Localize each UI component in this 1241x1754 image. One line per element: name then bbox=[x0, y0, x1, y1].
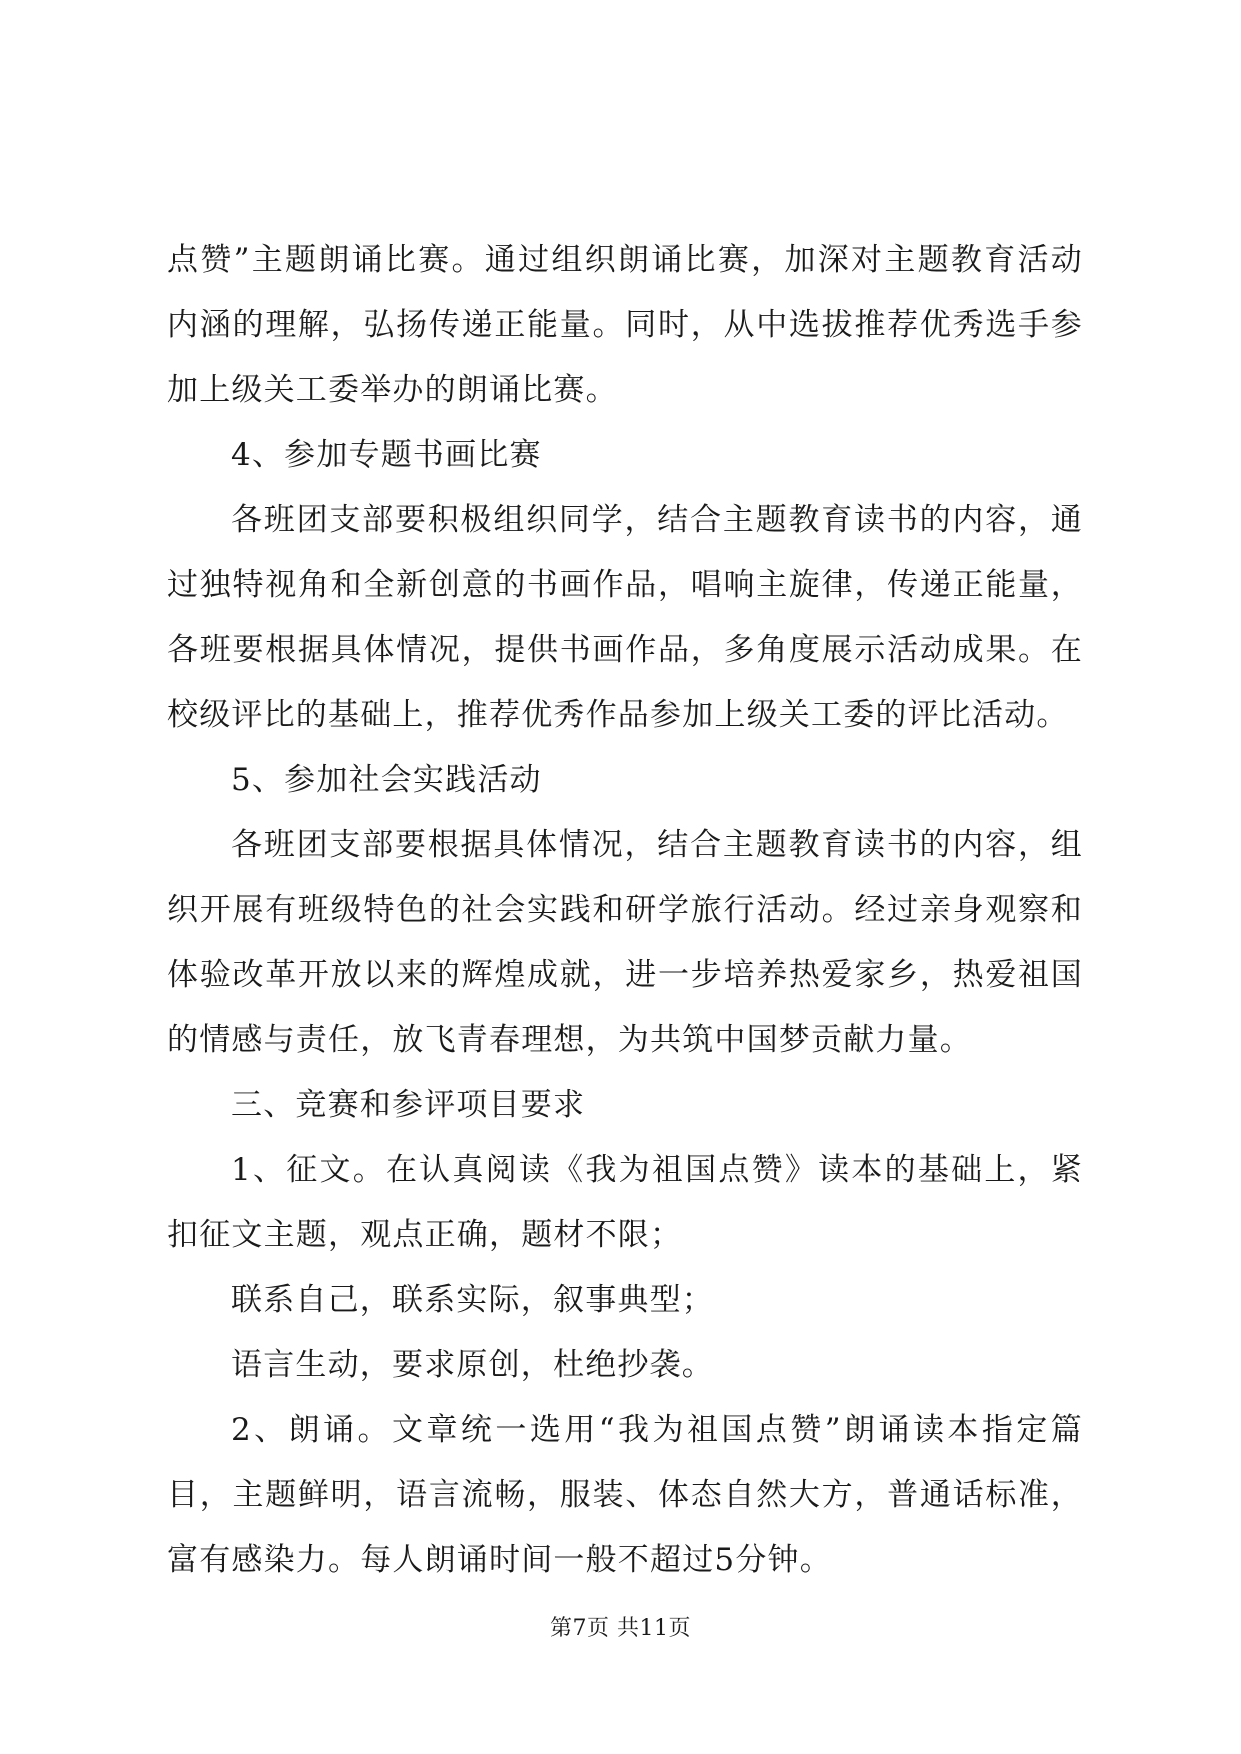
paragraph-essay-requirements: 1、征文。在认真阅读《我为祖国点赞》读本的基础上，紧扣征文主题，观点正确，题材不限； bbox=[167, 1152, 1083, 1253]
heading-item-4: 4、参加专题书画比赛 bbox=[231, 437, 542, 473]
page-footer: 第7页 共11页 bbox=[550, 1616, 691, 1641]
paragraph-social-practice: 各班团支部要根据具体情况，结合主题教育读书的内容，组织开展有班级特色的社会实践和研学旅行活动。经过亲身观察和体验改革开放以来的辉煌成就，进一步培养热爱家乡，热爱祖国的情感与责任，放飞青春理想，为共筑中国梦贡献力量。 bbox=[167, 827, 1083, 1058]
document-body bbox=[167, 228, 1083, 1593]
paragraph-recitation-requirements: 2、朗诵。文章统一选用“我为祖国点赞”朗诵读本指定篇目，主题鲜明，语言流畅，服装、体态自然大方，普通话标准，富有感染力。每人朗诵时间一般不超过5分钟。 bbox=[167, 1412, 1083, 1578]
paragraph-essay-requirements-2: 联系自己，联系实际，叙事典型； bbox=[231, 1282, 714, 1318]
paragraph-essay-requirements-3: 语言生动，要求原创，杜绝抄袭。 bbox=[231, 1347, 714, 1383]
paragraph-painting-contest: 各班团支部要积极组织同学，结合主题教育读书的内容，通过独特视角和全新创意的书画作品，唱响主旋律，传递正能量，各班要根据具体情况，提供书画作品，多角度展示活动成果。在校级评比的基础上，推荐优秀作品参加上级关工委的评比活动。 bbox=[167, 502, 1083, 733]
section-heading-requirements: 三、竞赛和参评项目要求 bbox=[231, 1087, 586, 1123]
paragraph-recitation-contest-continued: 点赞”主题朗诵比赛。通过组织朗诵比赛，加深对主题教育活动内涵的理解，弘扬传递正能量。同时，从中选拔推荐优秀选手参加上级关工委举办的朗诵比赛。 bbox=[167, 242, 1083, 408]
heading-item-5: 5、参加社会实践活动 bbox=[231, 762, 542, 798]
